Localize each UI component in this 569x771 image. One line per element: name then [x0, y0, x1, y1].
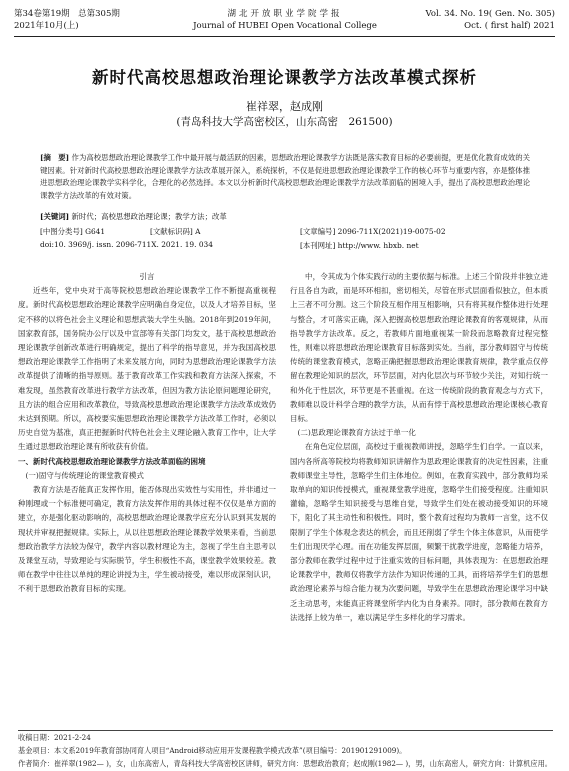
header-right: [425, 8, 555, 32]
date-en: Oct. ( first half) 2021: [464, 21, 555, 31]
page-header: [0, 0, 569, 44]
journal-name-en: Journal of HUBEI Open Vocational College: [193, 21, 377, 31]
header-center: [180, 8, 390, 32]
right-column: [290, 270, 548, 730]
keywords-label: [关键词]: [40, 212, 70, 221]
paragraph: 中，令其成为个体实践行动的主要依据与标准。上述三个阶段并非独立进行且各自为政，而是环环相扣，密切相关，尽管在形式层面看似独立，但本质上三者不可分割。这三个阶段互相作用互相影响，只有将其视作整体进行处理与整合，才可落实正确，深入把握高校思想政治理论课教育的客观规律，从而指导教学方法改革。反之，若教师片面地重视某一阶段而忽略教育过程完整性，则难以将思想政治理论课教育目标落到实处。当前，部分教师固守与传统传统的课堂教育模式，忽略正确把握思想政治理论课教育规律，教学重点仅停留在教理论知识的层次，环节层面，对内化层次与环节较少关注，对知行统一和外化于性层次，环节更是不甚重视。在这一传统阶段的教育观念与方式下，教师难以设计科学合理的教学方法，从而有悖于高校思想政治理论课核心教育目标。: [290, 272, 548, 424]
keywords-text: 新时代；高校思想政治理论课；教学方法；改革: [71, 212, 227, 221]
clc-number: [中图分类号] G641: [40, 227, 106, 236]
section-heading: 一、新时代高校思想政治理论课教学方法改革面临的困境: [18, 456, 206, 466]
subsection-heading: (一)固守与传统理论的课堂教育模式: [25, 470, 144, 480]
meta-row-1: [40, 226, 530, 238]
fund-project: 基金项目：本文系2019年教育部协同育人项目“Android移动应用开发课程教学模式改革”(项目编号：201901291009)。: [18, 746, 407, 755]
date-cn: 2021年10月(上): [14, 21, 79, 31]
abstract: [40, 152, 530, 202]
paragraph: 近些年，党中央对于高等院校思想政治理论课教学工作不断提高重视程度。新时代高校思想政治理论课教学应明确自身定位，以及人才培养目标，坚定不移的以将色社会主义理论和思想武装大学生头脑。2018年到2019年间，国家教育部，国务院办公厅以及中宣部等有关部门均发文，基于高校思想政治理论课教学创新改革进行明确规定，提出了科学的指导意见，并为我国高校思想政治理论课教学工作指明了未来发展方向，同时为思想政治理论课教学方法改革提供了清晰的指导原则。基于教育改革工作实践和教育方法深入探索，不难发现，虽然教育改革进行教学方法改革，但因为教方法论原问题理论研究，且方法的组合应用和改革教位，导致高校思想政治理论课教学方法改革成效仍未达到预期。所以，高校要实施思想政治理论课教学方法改革工作时，必须以历史自觉为基准，真正把握新时代特色社会主义理论融入教育工作中，让大学生通过思想政治理论课有所收获有价值。: [18, 286, 276, 452]
article-title: 新时代高校思想政治理论课教学方法改革模式探析: [92, 68, 477, 87]
document-code: [文献标识码] A: [150, 227, 201, 236]
paragraph: 教育方法是否能真正发挥作用，能否体现出实效性与实用性，并非通过一种刚理或一个标准便可确定，教育方法发挥作用的具体过程不仅仅是单方面的建立，亦是强化驱动影响的，高校思想政治理论课教学应充分认识到其发展的现状并审视把握规律。实际上，从以往思想政治理论课教学效果来看，当前思想政治教学方法较为保守，教学内容以教材理论为主，忽视了学生自主思考以及课堂互动，导致理论与实际脱节，学生积极性不高，课堂教学效果较差。教师在教学中往往以单纯的理论讲授为主，学生被动接受，难以形成深刻认识，不利于思想政治教育目标的实现。: [18, 485, 276, 594]
author-bio: 作者简介：崔祥翠(1982— )，女，山东高密人，青岛科技大学高密校区讲师，研究方向：思想政治教育；赵成刚(1982— )，男，山东高密人，研究方向：计算机应用。: [18, 759, 552, 768]
abstract-text: 作为高校思想政治理论课教学工作中最开展与最活跃的因素，思想政治理论课教学方法既是落实教育目标的必要前提，更是优化教育成效的关键因素。针对新时代高校思想政治理论课教学方法改革展开深入，系统探析，不仅是促进思想政治理论课教学工作的核心环节与重要内容，亦是整体推进思想政治理论课教学实科学化，合理化的必然选择。本文以分析新时代高校思想政治理论课教学方法改革面临的困境入手，提出了高校思想政治理论课教学方法改革的有效对策。: [40, 153, 530, 200]
abstract-label: [摘 要]: [40, 153, 70, 162]
left-column: [18, 270, 276, 730]
header-rule: [14, 36, 555, 37]
volume-cn: 第34卷第19期 总第305期: [14, 9, 120, 19]
journal-website: [本刊网址] http://www. hbxb. net: [300, 241, 419, 250]
doi: doi:10. 3969/j. issn. 2096-711X. 2021. 19. 034: [40, 240, 213, 249]
footnotes: [18, 730, 553, 770]
affiliation: (青岛科技大学高密校区，山东高密 261500): [176, 116, 393, 128]
heading: 引言: [139, 272, 155, 281]
paragraph: 在角色定位层面，高校过于重视教师讲授，忽略学生们自学。一直以来，国内各所高等院校均将教师知识讲解作为思政理论课教育的决定性因素，注重教师课堂主导性，忽略学生们主体地位。例如，在教育实践中，部分教师均采取单向的知识传授模式，重视课堂教学进度，忽略学生们接受程度。注重知识灌输，忽略学生知识接受与思维自觉，导致学生们处在被动接受知识的环境下，阻化了其主动性和积极性。同时，整个教育过程均为教师一言堂，这不仅限制了学生个体观念表达的机会，而且还削弱了学生个体主体意识，从而使学生们出现厌学心理。而在功能发挥层面，频繁干扰教学进度，忽略能力培养，部分教师在教学过程中过于注重实效的目标问题，具体表现为：在思想政治理论课教学中，教师仅将教学方法作为知识传递的工具，而将培养学生们的思想政治理论素养与综合能力视为次要问题，导致学生在思想政治理论课学习中缺乏主动思考，未能真正将课堂所学内化为自身素养。同时，部分教师在教育方法选择上较为单一，难以满足学生多样化的学习需求。: [290, 442, 548, 622]
volume-en: Vol. 34. No. 19( Gen. No. 305): [425, 9, 555, 19]
header-left: [14, 8, 120, 32]
meta-row-2: [40, 240, 530, 252]
journal-name-cn: 湖北开放职业学院学报: [227, 9, 343, 19]
keywords: [40, 211, 530, 222]
article-number: [文章编号] 2096-711X(2021)19-0075-02: [300, 227, 446, 236]
subsection-heading: (二)思政理论课教育方法过于单一化: [297, 428, 416, 438]
received-date: 收稿日期：2021-2-24: [18, 733, 91, 742]
authors: 崔祥翠，赵成刚: [246, 100, 323, 113]
